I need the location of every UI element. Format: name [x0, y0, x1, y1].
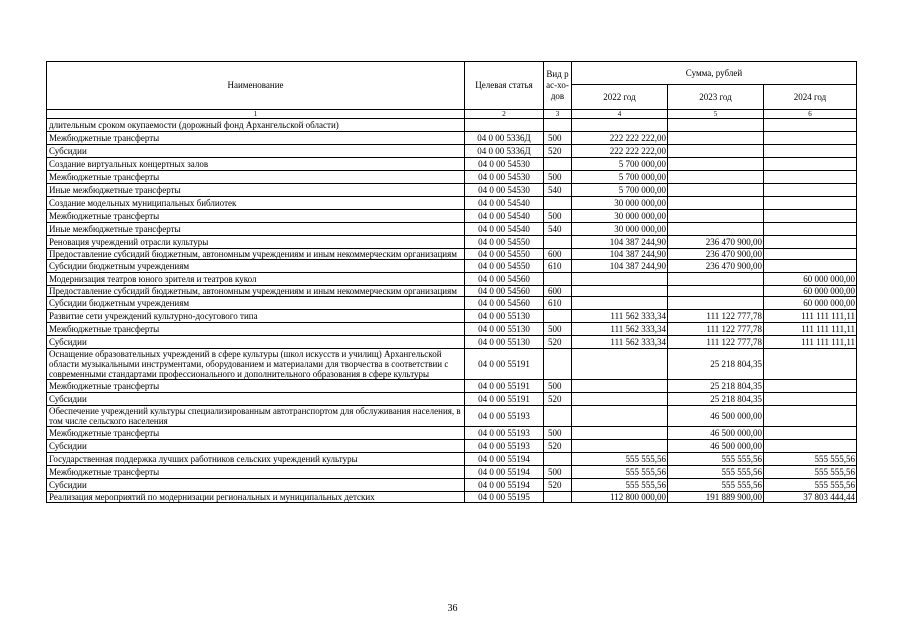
header-sum: Сумма, рублей: [572, 62, 857, 85]
row-sum-2023-cell: 111 122 777,78: [668, 323, 764, 336]
row-expense-kind-cell: [544, 119, 572, 132]
table-row: [47, 453, 857, 466]
row-sum-2024-cell: [764, 260, 857, 273]
row-name-cell: Межбюджетные трансферты: [47, 427, 465, 440]
table-row: [47, 286, 857, 297]
row-sum-2023-cell: 25 218 804,35: [668, 349, 764, 380]
table-row: [47, 393, 857, 406]
row-expense-kind-cell: 500: [544, 380, 572, 393]
table-row: [47, 260, 857, 273]
table-row: [47, 223, 857, 236]
row-name-cell: Реновация учреждений отрасли культуры: [47, 236, 465, 249]
row-name-cell: Межбюджетные трансферты: [47, 380, 465, 393]
row-sum-2022-cell: 104 387 244,90: [572, 260, 668, 273]
table-header: [47, 62, 857, 119]
row-sum-2023-cell: 555 555,56: [668, 479, 764, 492]
table-row: [47, 158, 857, 171]
table-row: [47, 349, 857, 380]
row-sum-2023-cell: 25 218 804,35: [668, 393, 764, 406]
row-expense-kind-cell: 540: [544, 184, 572, 197]
row-sum-2024-cell: [764, 427, 857, 440]
budget-table: [46, 61, 857, 503]
row-target-article-cell: 04 0 00 55191: [465, 393, 544, 406]
row-expense-kind-cell: 500: [544, 427, 572, 440]
row-sum-2024-cell: [764, 393, 857, 406]
row-target-article-cell: 04 0 00 55195: [465, 492, 544, 503]
row-sum-2022-cell: 104 387 244,90: [572, 236, 668, 249]
column-number: 2: [465, 110, 544, 119]
row-expense-kind-cell: 610: [544, 260, 572, 273]
row-expense-kind-cell: [544, 273, 572, 286]
row-sum-2022-cell: 5 700 000,00: [572, 158, 668, 171]
row-sum-2022-cell: [572, 393, 668, 406]
row-target-article-cell: 04 0 00 54530: [465, 171, 544, 184]
table-row: [47, 323, 857, 336]
row-name-cell: Субсидии: [47, 393, 465, 406]
row-expense-kind-cell: 520: [544, 479, 572, 492]
row-sum-2023-cell: 236 470 900,00: [668, 260, 764, 273]
row-sum-2023-cell: [668, 210, 764, 223]
row-name-cell: Межбюджетные трансферты: [47, 466, 465, 479]
table-row: [47, 297, 857, 310]
row-sum-2023-cell: [668, 158, 764, 171]
row-expense-kind-cell: [544, 453, 572, 466]
row-name-cell: Оснащение образовательных учреждений в сфере культуры (школ искусств и училищ) Архангельской области музыкальными инструментами, оборудованием и материалами для творчества в соответствии с современными стандартами профессионального и дополнительного образования в сфере культуры: [47, 349, 465, 380]
row-expense-kind-cell: 500: [544, 210, 572, 223]
row-expense-kind-cell: [544, 349, 572, 380]
row-sum-2024-cell: [764, 210, 857, 223]
row-sum-2024-cell: [764, 119, 857, 132]
row-sum-2022-cell: 104 387 244,90: [572, 249, 668, 260]
row-name-cell: Субсидии: [47, 336, 465, 349]
row-sum-2022-cell: 30 000 000,00: [572, 210, 668, 223]
header-year-2024: 2024 год: [764, 85, 857, 110]
row-name-cell: Обеспечение учреждений культуры специализированным автотранспортом для обслуживания населения, в том числе сельского населения: [47, 406, 465, 427]
row-target-article-cell: 04 0 00 55130: [465, 323, 544, 336]
row-sum-2024-cell: [764, 406, 857, 427]
table-row: [47, 210, 857, 223]
table-row: [47, 236, 857, 249]
row-target-article-cell: 04 0 00 54530: [465, 158, 544, 171]
row-expense-kind-cell: 520: [544, 393, 572, 406]
row-sum-2022-cell: [572, 380, 668, 393]
row-sum-2022-cell: 30 000 000,00: [572, 223, 668, 236]
row-sum-2024-cell: 60 000 000,00: [764, 286, 857, 297]
table-row: [47, 145, 857, 158]
table-row: [47, 249, 857, 260]
row-name-cell: Развитие сети учреждений культурно-досугового типа: [47, 310, 465, 323]
row-expense-kind-cell: [544, 310, 572, 323]
row-sum-2024-cell: 111 111 111,11: [764, 336, 857, 349]
row-expense-kind-cell: 500: [544, 132, 572, 145]
row-sum-2023-cell: 236 470 900,00: [668, 236, 764, 249]
table-row: [47, 171, 857, 184]
row-expense-kind-cell: [544, 236, 572, 249]
row-target-article-cell: 04 0 00 54540: [465, 210, 544, 223]
row-sum-2022-cell: 112 800 000,00: [572, 492, 668, 503]
row-sum-2024-cell: [764, 236, 857, 249]
row-sum-2024-cell: [764, 132, 857, 145]
row-name-cell: Предоставление субсидий бюджетным, автономным учреждениям и иным некоммерческим организациям: [47, 286, 465, 297]
row-sum-2023-cell: [668, 171, 764, 184]
row-sum-2023-cell: 111 122 777,78: [668, 310, 764, 323]
row-name-cell: Субсидии бюджетным учреждениям: [47, 260, 465, 273]
row-sum-2022-cell: 111 562 333,34: [572, 336, 668, 349]
row-sum-2024-cell: [764, 380, 857, 393]
row-target-article-cell: 04 0 00 55193: [465, 427, 544, 440]
row-target-article-cell: 04 0 00 55130: [465, 336, 544, 349]
row-target-article-cell: 04 0 00 55194: [465, 479, 544, 492]
row-sum-2022-cell: 222 222 222,00: [572, 145, 668, 158]
row-sum-2024-cell: 111 111 111,11: [764, 323, 857, 336]
column-number: 6: [764, 110, 857, 119]
row-sum-2024-cell: 111 111 111,11: [764, 310, 857, 323]
row-target-article-cell: 04 0 00 55193: [465, 406, 544, 427]
row-sum-2022-cell: [572, 349, 668, 380]
row-sum-2024-cell: 555 555,56: [764, 466, 857, 479]
column-number: 4: [572, 110, 668, 119]
row-sum-2023-cell: 46 500 000,00: [668, 427, 764, 440]
row-target-article-cell: 04 0 00 55191: [465, 380, 544, 393]
row-name-cell: Межбюджетные трансферты: [47, 210, 465, 223]
row-expense-kind-cell: 600: [544, 249, 572, 260]
table-row: [47, 466, 857, 479]
row-sum-2024-cell: [764, 171, 857, 184]
row-name-cell: Иные межбюджетные трансферты: [47, 223, 465, 236]
row-target-article-cell: 04 0 00 54560: [465, 273, 544, 286]
row-name-cell: длительным сроком окупаемости (дорожный фонд Архангельской области): [47, 119, 465, 132]
row-expense-kind-cell: [544, 197, 572, 210]
row-sum-2022-cell: [572, 427, 668, 440]
header-target-article: Целевая статья: [465, 62, 544, 110]
row-target-article-cell: 04 0 00 5336Д: [465, 132, 544, 145]
table-row: [47, 119, 857, 132]
row-name-cell: Субсидии бюджетным учреждениям: [47, 297, 465, 310]
row-expense-kind-cell: 540: [544, 223, 572, 236]
row-expense-kind-cell: 520: [544, 440, 572, 453]
row-name-cell: Реализация мероприятий по модернизации региональных и муниципальных детских: [47, 492, 465, 503]
row-sum-2023-cell: 25 218 804,35: [668, 380, 764, 393]
row-target-article-cell: 04 0 00 54560: [465, 286, 544, 297]
row-sum-2023-cell: [668, 184, 764, 197]
row-expense-kind-cell: 500: [544, 171, 572, 184]
table-row: [47, 427, 857, 440]
row-sum-2024-cell: [764, 249, 857, 260]
row-sum-2023-cell: [668, 286, 764, 297]
column-number: 5: [668, 110, 764, 119]
row-sum-2022-cell: [572, 286, 668, 297]
table-row: [47, 310, 857, 323]
row-target-article-cell: 04 0 00 55130: [465, 310, 544, 323]
row-target-article-cell: 04 0 00 54550: [465, 249, 544, 260]
row-name-cell: Создание модельных муниципальных библиотек: [47, 197, 465, 210]
row-sum-2023-cell: 555 555,56: [668, 466, 764, 479]
row-sum-2024-cell: [764, 158, 857, 171]
row-target-article-cell: 04 0 00 55191: [465, 349, 544, 380]
row-name-cell: Модернизация театров юного зрителя и театров кукол: [47, 273, 465, 286]
table-row: [47, 273, 857, 286]
row-expense-kind-cell: [544, 406, 572, 427]
row-sum-2022-cell: [572, 406, 668, 427]
row-sum-2022-cell: 5 700 000,00: [572, 184, 668, 197]
table-body: [47, 119, 857, 503]
table-row: [47, 406, 857, 427]
header-year-2023: 2023 год: [668, 85, 764, 110]
table-row: [47, 336, 857, 349]
header-expense-kind: Вид рас-хо-дов: [544, 62, 572, 110]
row-name-cell: Иные межбюджетные трансферты: [47, 184, 465, 197]
header-name: Наименование: [47, 62, 465, 110]
row-sum-2023-cell: [668, 145, 764, 158]
row-target-article-cell: 04 0 00 54550: [465, 236, 544, 249]
row-sum-2024-cell: [764, 197, 857, 210]
row-expense-kind-cell: 600: [544, 286, 572, 297]
row-name-cell: Межбюджетные трансферты: [47, 171, 465, 184]
row-sum-2022-cell: 555 555,56: [572, 479, 668, 492]
row-sum-2023-cell: 46 500 000,00: [668, 406, 764, 427]
row-sum-2024-cell: [764, 440, 857, 453]
row-sum-2024-cell: [764, 349, 857, 380]
row-sum-2022-cell: 30 000 000,00: [572, 197, 668, 210]
row-target-article-cell: 04 0 00 55194: [465, 453, 544, 466]
row-sum-2022-cell: [572, 440, 668, 453]
row-expense-kind-cell: [544, 492, 572, 503]
page-number: 36: [447, 603, 458, 614]
table-row: [47, 132, 857, 145]
row-sum-2022-cell: 555 555,56: [572, 466, 668, 479]
row-sum-2023-cell: [668, 297, 764, 310]
row-target-article-cell: 04 0 00 54540: [465, 197, 544, 210]
row-expense-kind-cell: 500: [544, 466, 572, 479]
row-sum-2023-cell: [668, 132, 764, 145]
row-sum-2022-cell: 5 700 000,00: [572, 171, 668, 184]
row-sum-2024-cell: 60 000 000,00: [764, 297, 857, 310]
row-sum-2023-cell: 191 889 900,00: [668, 492, 764, 503]
table-row: [47, 479, 857, 492]
column-number-row: [47, 110, 857, 119]
row-sum-2023-cell: [668, 119, 764, 132]
table-row: [47, 440, 857, 453]
row-sum-2024-cell: 555 555,56: [764, 453, 857, 466]
row-target-article-cell: 04 0 00 55193: [465, 440, 544, 453]
row-sum-2024-cell: 60 000 000,00: [764, 273, 857, 286]
row-sum-2022-cell: [572, 297, 668, 310]
row-name-cell: Субсидии: [47, 145, 465, 158]
table-row: [47, 380, 857, 393]
column-number: 1: [47, 110, 465, 119]
row-target-article-cell: 04 0 00 54540: [465, 223, 544, 236]
row-sum-2022-cell: 222 222 222,00: [572, 132, 668, 145]
row-sum-2022-cell: 111 562 333,34: [572, 310, 668, 323]
row-target-article-cell: [465, 119, 544, 132]
row-name-cell: Межбюджетные трансферты: [47, 323, 465, 336]
row-sum-2022-cell: [572, 119, 668, 132]
row-sum-2023-cell: 236 470 900,00: [668, 249, 764, 260]
row-name-cell: Предоставление субсидий бюджетным, автономным учреждениям и иным некоммерческим организациям: [47, 249, 465, 260]
row-sum-2024-cell: [764, 184, 857, 197]
row-sum-2023-cell: 111 122 777,78: [668, 336, 764, 349]
row-name-cell: Создание виртуальных концертных залов: [47, 158, 465, 171]
table-row: [47, 197, 857, 210]
row-expense-kind-cell: [544, 158, 572, 171]
row-target-article-cell: 04 0 00 54530: [465, 184, 544, 197]
table-row: [47, 184, 857, 197]
row-sum-2023-cell: [668, 197, 764, 210]
column-number: 3: [544, 110, 572, 119]
row-name-cell: Субсидии: [47, 440, 465, 453]
row-name-cell: Государственная поддержка лучших работников сельских учреждений культуры: [47, 453, 465, 466]
row-sum-2024-cell: 555 555,56: [764, 479, 857, 492]
header-year-2022: 2022 год: [572, 85, 668, 110]
row-sum-2022-cell: [572, 273, 668, 286]
row-sum-2023-cell: [668, 223, 764, 236]
row-sum-2023-cell: 46 500 000,00: [668, 440, 764, 453]
row-expense-kind-cell: 520: [544, 336, 572, 349]
row-name-cell: Субсидии: [47, 479, 465, 492]
row-expense-kind-cell: 500: [544, 323, 572, 336]
row-sum-2022-cell: 111 562 333,34: [572, 323, 668, 336]
row-expense-kind-cell: 610: [544, 297, 572, 310]
row-sum-2024-cell: 37 803 444,44: [764, 492, 857, 503]
row-sum-2022-cell: 555 555,56: [572, 453, 668, 466]
row-target-article-cell: 04 0 00 54560: [465, 297, 544, 310]
row-sum-2023-cell: [668, 273, 764, 286]
row-target-article-cell: 04 0 00 55194: [465, 466, 544, 479]
row-sum-2024-cell: [764, 145, 857, 158]
table-row: [47, 492, 857, 503]
row-name-cell: Межбюджетные трансферты: [47, 132, 465, 145]
row-target-article-cell: 04 0 00 5336Д: [465, 145, 544, 158]
row-target-article-cell: 04 0 00 54550: [465, 260, 544, 273]
row-sum-2024-cell: [764, 223, 857, 236]
row-expense-kind-cell: 520: [544, 145, 572, 158]
row-sum-2023-cell: 555 555,56: [668, 453, 764, 466]
